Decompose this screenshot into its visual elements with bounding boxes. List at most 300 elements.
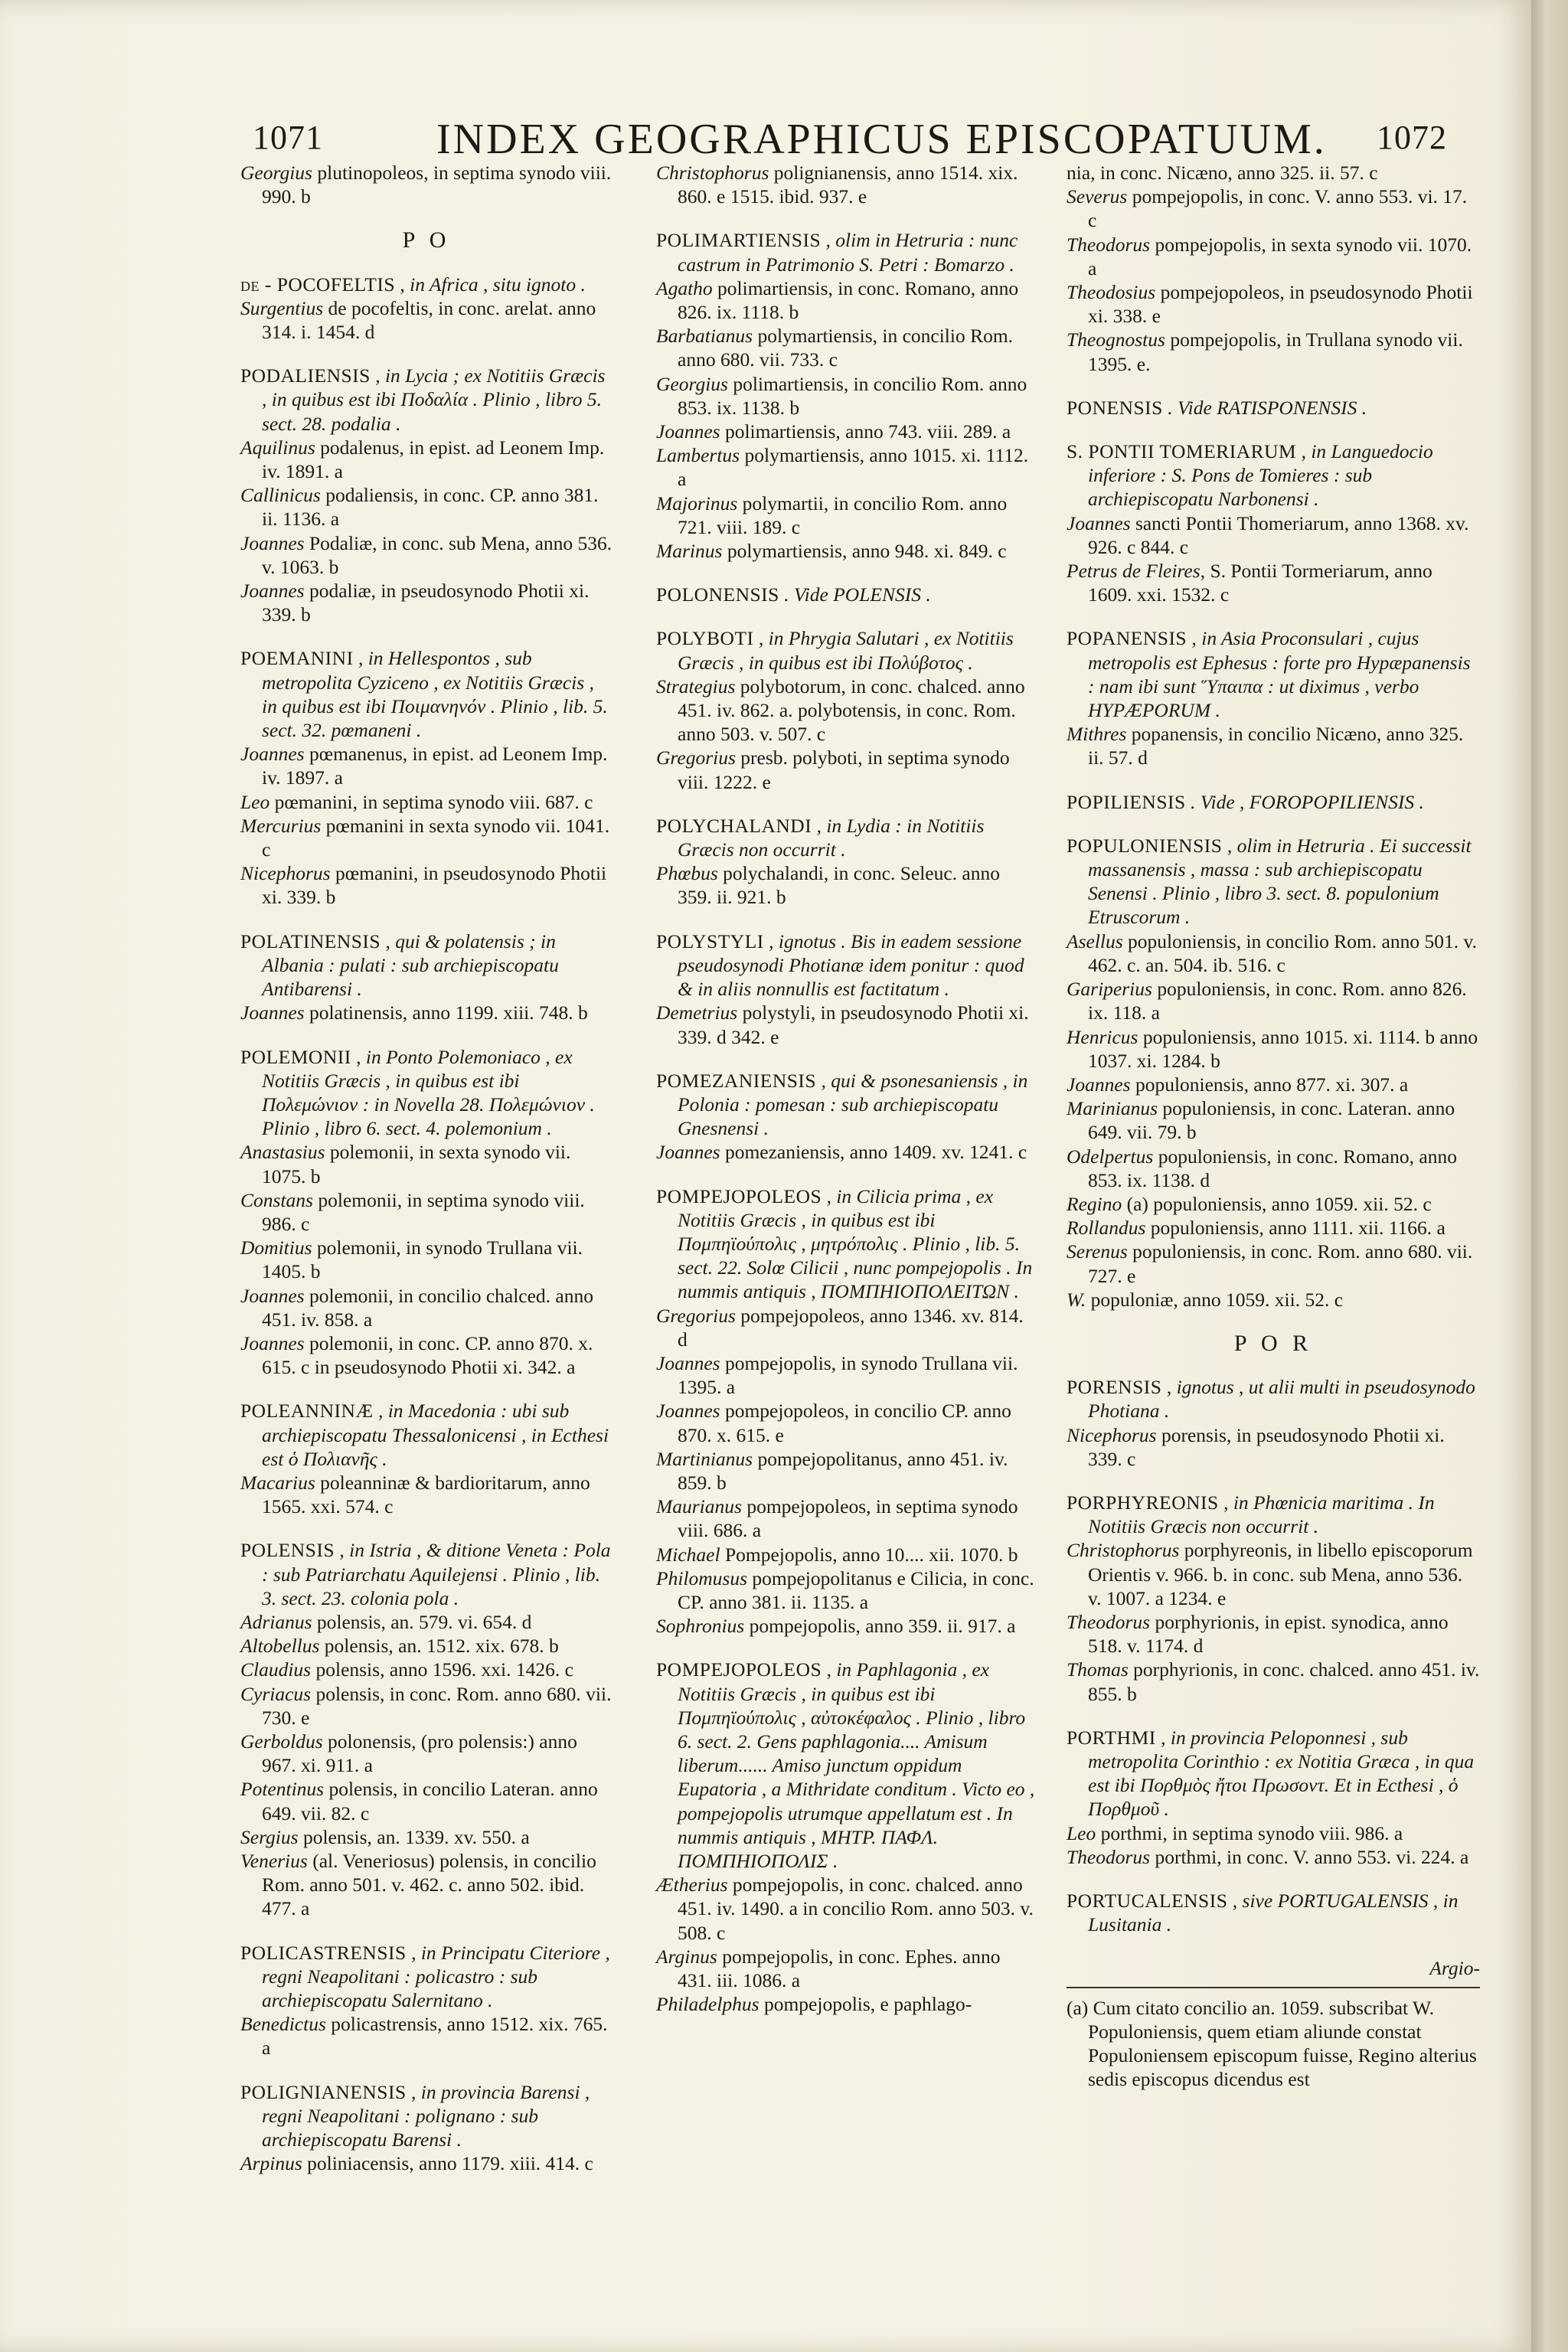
see-description: , in Cilicia prima , ex Notitiis Græcis , in quibus est ibi Πομπηϊούπολις , μητρόπολις . Plinio , lib. 5. sect. 22. Solœ Cilicii , nunc pompejopolis . In nummis antiquis , ΠΟΜΠΗΙΟΠΟΛΕΙΤΩΝ . <box>678 1184 1033 1303</box>
bishop-line <box>240 814 612 861</box>
bishop-name: Odelpertus <box>1067 1145 1154 1168</box>
continued-entry <box>1067 161 1480 376</box>
bishop-line <box>656 1001 1036 1048</box>
bishop-name: Joannes <box>240 1284 305 1307</box>
page-edge <box>1531 0 1568 2352</box>
bishop-line <box>1067 1073 1480 1096</box>
see-description: , in Phrygia Salutari , ex Notitiis Græcis , in quibus est ibi Πολύβοτος . <box>678 627 1014 674</box>
entry-heading-line <box>1067 790 1480 814</box>
bishop-name: Theodorus <box>1067 233 1151 256</box>
bishop-name: Theodorus <box>1067 1845 1151 1868</box>
index-entry <box>240 273 612 345</box>
bishop-line <box>240 1471 612 1518</box>
see-description: , in Hellespontos , sub metropolita Cyziceno , ex Notitiis Græcis , in quibus est ibi Ποιμανηνόν . Plinio , lib. 5. sect. 32. pœmaneni . <box>262 647 608 742</box>
see-name: POLIMARTIENSIS <box>656 229 822 252</box>
see-description: , in Principatu Citeriore , regni Neapolitani : policastro : sub archiepiscopatu Salernitano . <box>262 1941 610 2012</box>
see-name: POLYCHALANDI <box>656 814 812 837</box>
bishop-name: Joannes <box>656 1400 720 1423</box>
bishop-name: Gariperius <box>1067 978 1152 1001</box>
bishop-name: Adrianus <box>240 1610 312 1633</box>
citation-text: polymartiensis, anno 1015. xi. 1112. a <box>678 444 1029 491</box>
bishop-name: Macarius <box>240 1471 315 1494</box>
bishop-line <box>656 1992 1036 2016</box>
citation-text: polonensis, (pro polensis:) anno 967. xi. 911. a <box>262 1730 577 1777</box>
citation-text: porthmi, in septima synodo viii. 986. a <box>1096 1821 1403 1844</box>
bishop-line <box>240 1188 612 1236</box>
index-entry <box>1067 1889 1480 1936</box>
entry-heading-line <box>656 1658 1036 1873</box>
citation-text: polignianensis, anno 1514. xix. 860. e 1515. ibid. 937. e <box>678 162 1018 208</box>
citation-text: populoniensis, in conc. Rom. anno 680. vii. 727. e <box>1088 1240 1473 1287</box>
bishop-line <box>240 2012 612 2060</box>
bishop-name: Petrus de Fleires <box>1067 560 1200 583</box>
bishop-name: Joannes <box>240 743 305 766</box>
bishop-name: Anastasius <box>240 1141 325 1164</box>
citation-text: polymartiensis, in concilio Rom. anno 680. vii. 733. c <box>678 325 1014 371</box>
bishop-name: Claudius <box>240 1658 312 1681</box>
bishop-name: Joannes <box>656 420 720 443</box>
bishop-line <box>1067 1845 1480 1869</box>
bishop-name: Ætherius <box>656 1873 728 1896</box>
index-entry <box>1067 396 1480 420</box>
bishop-name: Gerboldus <box>240 1730 323 1753</box>
index-entry <box>1067 439 1480 606</box>
entry-heading-line <box>240 273 612 296</box>
see-name: POEMANINI <box>240 647 354 670</box>
index-entry <box>240 929 612 1025</box>
entry-heading-line <box>1067 396 1480 420</box>
section-heading: P O <box>402 227 451 253</box>
see-description: , olim in Hetruria . Ei successit massanensis , massa : sub archiepiscopatu Senensi . Plinio , libro 3. sect. 8. populonium Etruscorum . <box>1088 834 1472 929</box>
index-entry <box>240 1399 612 1518</box>
index-entry <box>240 2080 612 2176</box>
bishop-name: Regino <box>1067 1192 1122 1215</box>
citation-text: pompejopoleos, in septima synodo viii. 686. a <box>678 1495 1018 1542</box>
bishop-name: Mercurius <box>240 814 322 837</box>
bishop-line <box>1067 1025 1480 1073</box>
page-number-left: 1071 <box>253 119 323 156</box>
bishop-line <box>1067 1288 1480 1312</box>
citation-text: plutinopoleos, in septima synodo viii. 990. b <box>262 162 612 208</box>
see-description: , in provincia Barensi , regni Neapolitani : polignano : sub archiepiscopatu Barensi . <box>262 2080 590 2151</box>
bishop-name: Gregorius <box>656 1304 736 1327</box>
footnote <box>1067 1987 1480 2092</box>
bishop-line <box>1067 1423 1480 1471</box>
bishop-line <box>656 276 1036 324</box>
entry-heading-line <box>656 1069 1036 1141</box>
bishop-line <box>1067 511 1480 559</box>
see-name: de - POCOFELTIS <box>240 273 396 296</box>
bishop-line <box>240 1849 612 1921</box>
bishop-name: Lambertus <box>656 444 740 467</box>
see-name: PORPHYREONIS <box>1067 1491 1219 1514</box>
bishop-line <box>656 675 1036 746</box>
citation-text: populoniensis, anno 1015. xi. 1114. b anno 1037. xi. 1284. b <box>1088 1025 1478 1072</box>
see-name: POLEANNINÆ <box>240 1400 374 1423</box>
bishop-line <box>240 1284 612 1331</box>
continued-entry <box>656 161 1036 208</box>
see-name: PODALIENSIS <box>240 364 371 387</box>
citation-text: polensis, anno 1596. xxi. 1426. c <box>311 1658 573 1681</box>
see-description: , qui & psonesaniensis , in Polonia : pomesan : sub archiepiscopatu Gnesnensi . <box>678 1069 1028 1140</box>
bishop-name: Altobellus <box>240 1635 320 1658</box>
citation-text: pœmanini in sexta synodo vii. 1041. c <box>262 814 610 861</box>
bishop-line <box>1067 1145 1480 1192</box>
bishop-line <box>240 579 612 626</box>
citation-text: polemonii, in sexta synodo vii. 1075. b <box>262 1141 571 1187</box>
citation-text: poliniacensis, anno 1179. xiii. 414. c <box>302 2152 593 2175</box>
citation-text: polensis, an. 579. vi. 654. d <box>312 1610 532 1633</box>
bishop-line <box>240 1777 612 1824</box>
bishop-name: Serenus <box>1067 1240 1128 1263</box>
citation-text: pœmanini, in pseudosynodo Photii xi. 339. b <box>262 862 607 909</box>
citation-text: Pompejopolis, anno 10.... xii. 1070. b <box>720 1543 1018 1566</box>
entry-heading-line <box>240 646 612 742</box>
citation-text: polatinensis, anno 1199. xiii. 748. b <box>304 1001 588 1024</box>
index-entry <box>656 929 1036 1049</box>
bishop-line <box>240 483 612 531</box>
citation-text: populoniensis, in conc. Rom. anno 826. ix. 118. a <box>1088 978 1467 1024</box>
bishop-line <box>656 1447 1036 1494</box>
citation-text: porensis, in pseudosynodo Photii xi. 339. c <box>1088 1423 1445 1470</box>
bishop-name: Phœbus <box>656 862 718 885</box>
citation-text: de pocofeltis, in conc. arelat. anno 314. i. 1454. d <box>262 296 596 344</box>
citation-text: podaliensis, in conc. CP. anno 381. ii. 1136. a <box>262 484 599 531</box>
bishop-name: Henricus <box>1067 1025 1138 1048</box>
bishop-name: Joannes <box>656 1351 720 1374</box>
citation-text: polymartiensis, anno 948. xi. 849. c <box>722 540 1007 563</box>
bishop-line <box>656 420 1036 443</box>
see-name: POMPEJOPOLEOS <box>656 1658 822 1681</box>
entry-heading-line <box>1067 626 1480 722</box>
bishop-name: Georgius <box>656 372 728 395</box>
entry-heading-line <box>240 364 612 436</box>
bishop-line <box>1067 185 1480 232</box>
see-name: POLEMONII <box>240 1045 351 1068</box>
bishop-line <box>240 790 612 814</box>
see-description: , qui & polatensis ; in Albania : pulati : sub archiepiscopatu Antibarensi . <box>262 929 559 1001</box>
citation-text: sancti Pontii Thomeriarum, anno 1368. xv. 926. c 844. c <box>1088 511 1469 558</box>
bishop-name: W. <box>1067 1288 1086 1311</box>
see-description: , in Istria , & ditione Veneta : Pola : sub Patriarchatu Aquilejensi . Plinio , lib. 3. sect. 23. colonia pola . <box>262 1539 611 1609</box>
bishop-name: Agatho <box>656 276 713 299</box>
citation-text: presb. polyboti, in septima synodo viii. 1222. e <box>678 746 1010 793</box>
citation-text: , S. Pontii Tormeriarum, anno 1609. xxi. 1532. c <box>1088 560 1432 606</box>
bishop-line <box>656 492 1036 539</box>
bishop-name: Arpinus <box>240 2152 302 2175</box>
citation-text: polensis, an. 1339. xv. 550. a <box>298 1825 530 1848</box>
bishop-name: Georgius <box>240 162 312 184</box>
index-entry <box>656 228 1036 563</box>
citation-text: populoniæ, anno 1059. xii. 52. c <box>1086 1288 1344 1311</box>
bishop-line <box>1067 328 1480 375</box>
citation-text: Podaliæ, in conc. sub Mena, anno 536. v. 1063. b <box>262 531 612 578</box>
entry-heading-line <box>656 929 1036 1001</box>
bishop-name: Strategius <box>656 675 736 697</box>
bishop-line <box>240 1331 612 1379</box>
index-entry <box>656 1658 1036 2016</box>
entry-heading-line <box>1067 1375 1480 1423</box>
bishop-name: Leo <box>240 790 270 813</box>
citation-text: polychalandi, in conc. Seleuc. anno 359. ii. 921. b <box>678 862 1000 909</box>
see-name: POLENSIS <box>240 1539 335 1562</box>
citation-text: popanensis, in concilio Nicæno, anno 325. ii. 57. d <box>1088 723 1464 769</box>
bishop-name: Joannes <box>656 1141 720 1164</box>
bishop-line <box>656 746 1036 793</box>
bishop-line <box>656 1566 1036 1614</box>
bishop-line <box>240 1634 612 1658</box>
bishop-line <box>1067 1096 1480 1144</box>
section-heading: P O R <box>1233 1330 1313 1356</box>
bishop-line <box>240 1140 612 1187</box>
bishop-line <box>656 1399 1036 1446</box>
citation-text: polymartii, in concilio Rom. anno 721. viii. 189. c <box>678 492 1008 538</box>
bishop-line <box>240 161 612 208</box>
page-number-right: 1072 <box>1377 119 1447 156</box>
bishop-name: Callinicus <box>240 484 321 507</box>
bishop-name: Sergius <box>240 1825 299 1848</box>
see-name: POPANENSIS <box>1067 627 1187 650</box>
citation-text: pompejopoleos, anno 1346. xv. 814. d <box>678 1304 1024 1351</box>
see-name: POMEZANIENSIS <box>656 1069 817 1092</box>
running-title: INDEX GEOGRAPHICUS EPISCOPATUUM. <box>436 116 1327 163</box>
bishop-line <box>1067 1610 1480 1658</box>
entry-heading-line <box>656 626 1036 674</box>
bishop-name: Nicephorus <box>1067 1423 1157 1446</box>
bishop-line <box>656 372 1036 420</box>
entry-heading-line <box>1067 1491 1480 1538</box>
bishop-name: Joannes <box>240 1001 305 1024</box>
bishop-name: Theognostus <box>1067 328 1165 351</box>
bishop-name: Joannes <box>1067 1073 1131 1096</box>
bishop-line <box>656 443 1036 491</box>
citation-text: populoniensis, in conc. Lateran. anno 649. vii. 79. b <box>1088 1097 1455 1144</box>
see-description: , sive PORTUGALENSIS , in Lusitania . <box>1088 1890 1459 1936</box>
catchword: Argio- <box>1429 1957 1480 1980</box>
citation-text: pompejopolis, in sexta synodo vii. 1070. a <box>1088 233 1472 279</box>
bishop-name: Marinus <box>656 540 723 563</box>
bishop-name: Gregorius <box>656 746 736 769</box>
bishop-name: Joannes <box>240 1331 305 1354</box>
citation-text: (a) populoniensis, anno 1059. xii. 52. c <box>1122 1192 1432 1215</box>
see-description: , in Asia Proconsulari , cujus metropolis est Ephesus : forte pro Hypæpanensis : nam ibi sunt Ὕπαιπα : ut diximus , verbo HYPÆPORUM . <box>1088 627 1471 722</box>
bishop-line <box>1067 722 1480 769</box>
see-description: , in Languedocio inferiore : S. Pons de Tomieres : sub archiepiscopatu Narbonensi . <box>1088 440 1433 511</box>
see-description: , in Ponto Polemoniaco , ex Notitiis Græcis , in quibus est ibi Πολεμώνιον : in Novella 28. Πολεμώνιον . Plinio , libro 6. sect. 4. polemonium . <box>262 1045 595 1140</box>
footnote-text: (a) Cum citato concilio an. 1059. subscribat W. Populoniensis, quem etiam aliunde constat Populoniensem episcopum fuisse, Regino alterius sedis episcopus dicendus est <box>1067 1996 1477 2091</box>
see-description: , in Africa , situ ignoto . <box>395 273 586 296</box>
bishop-name: Arginus <box>656 1945 717 1968</box>
citation-text: pœmanini, in septima synodo viii. 687. c <box>270 790 593 813</box>
citation-text: porphyreonis, in libello episcoporum Orientis v. 966. b. in conc. sub Mena, anno 536. v. 1007. a 1234. e <box>1088 1539 1473 1609</box>
see-description: . Vide , FOROPOPILIENSIS . <box>1185 790 1424 813</box>
bishop-line <box>240 2151 612 2175</box>
see-name: S. PONTII TOMERIARUM <box>1067 440 1297 463</box>
column-2 <box>656 161 1036 2167</box>
bishop-name: Barbatianus <box>656 325 753 348</box>
bishop-line <box>240 531 612 579</box>
entry-heading-line <box>1067 1726 1480 1821</box>
bishop-line <box>1067 1240 1480 1287</box>
bishop-name: Joannes <box>240 580 305 603</box>
bishop-name: Domitius <box>240 1236 312 1259</box>
bishop-line <box>656 1351 1036 1399</box>
bishop-line <box>240 1825 612 1849</box>
citation-text: populoniensis, anno 877. xi. 307. a <box>1130 1073 1409 1096</box>
see-description: , in Macedonia : ubi sub archiepiscopatu Thessalonicensi , in Ecthesi est ὁ Πολιανῆς . <box>262 1400 609 1470</box>
bishop-line <box>656 1614 1036 1638</box>
bishop-line <box>1067 977 1480 1024</box>
citation-text: pompejopolitanus e Cilicia, in conc. CP. anno 381. ii. 1135. a <box>678 1566 1034 1613</box>
entry-heading-line <box>240 929 612 1001</box>
entry-heading-line <box>240 1045 612 1141</box>
see-name: POMPEJOPOLEOS <box>656 1184 822 1207</box>
citation-text: pompejopolis, in Trullana synodo vii. 1395. e. <box>1088 328 1463 375</box>
bishop-line <box>1067 161 1480 185</box>
bishop-name: Leo <box>1067 1821 1096 1844</box>
bishop-line <box>240 1730 612 1777</box>
index-entry <box>656 1184 1036 1638</box>
citation-text: porphyrionis, in conc. chalced. anno 451. iv. 855. b <box>1088 1658 1480 1705</box>
citation-text: poleanninæ & bardioritarum, anno 1565. xxi. 574. c <box>262 1471 590 1518</box>
bishop-name: Philomusus <box>656 1566 748 1589</box>
bishop-name: Potentinus <box>240 1778 325 1801</box>
citation-text: policastrensis, anno 1512. xix. 765. a <box>262 2013 608 2060</box>
entry-heading-line <box>656 814 1036 861</box>
citation-text: pomezaniensis, anno 1409. xv. 1241. c <box>720 1141 1027 1164</box>
index-entry <box>240 364 612 626</box>
bishop-name: Constans <box>240 1188 313 1211</box>
bishop-name: Christophorus <box>1067 1539 1180 1562</box>
bishop-line <box>240 1658 612 1681</box>
index-entry <box>656 583 1036 606</box>
citation-text: polemonii, in conc. CP. anno 870. x. 615. c in pseudosynodo Photii xi. 342. a <box>262 1331 593 1379</box>
bishop-name: Martinianus <box>656 1447 753 1470</box>
bishop-line <box>1067 559 1480 606</box>
citation-text: porthmi, in conc. V. anno 553. vi. 224. a <box>1150 1845 1469 1868</box>
citation-text: pompejopolitanus, anno 451. iv. 859. b <box>678 1447 1008 1494</box>
citation-text: polensis, in concilio Lateran. anno 649. vii. 82. c <box>262 1778 598 1824</box>
index-entry <box>240 646 612 909</box>
entry-heading-line <box>1067 439 1480 511</box>
bishop-line <box>656 1304 1036 1351</box>
see-description: , in Lydia : in Notitiis Græcis non occurrit . <box>678 814 985 861</box>
see-name: PONENSIS <box>1067 396 1163 419</box>
entry-heading-line <box>240 2080 612 2152</box>
citation-text: pompejopolis, e paphlago- <box>759 1993 972 2016</box>
bishop-name: Joannes <box>1067 511 1131 534</box>
continued-entry <box>240 161 612 208</box>
bishop-line <box>656 324 1036 371</box>
bishop-name: Sophronius <box>656 1615 745 1638</box>
citation-text: nia, in conc. Nicæno, anno 325. ii. 57. c <box>1067 162 1378 184</box>
citation-text: polemonii, in septima synodo viii. 986. c <box>262 1188 585 1235</box>
see-description: , ignotus , ut alii multi in pseudosynodo Photiana . <box>1088 1376 1475 1423</box>
see-description: . Vide POLENSIS . <box>779 583 931 606</box>
bishop-line <box>240 1610 612 1634</box>
citation-text: pompejopolis, in synodo Trullana vii. 1395. a <box>678 1351 1018 1399</box>
bishop-line <box>1067 1658 1480 1705</box>
bishop-line <box>1067 1216 1480 1240</box>
see-description: , in Paphlagonia , ex Notitiis Græcis , in quibus est ibi Πομπηϊούπολις , αὐτοκέφαλος . Plinio , libro 6. sect. 2. Gens paphlagonia.... Amisum liberum...... Amiso junctum oppidum Eupatoria , a Mithridate conditum . Victo eo , pompejopolis utrumque appellatum est . In nummis antiquis , ΜΗΤΡ. ΠΑΦΛ. ΠΟΜΠΗΙΟΠΟΛΙΣ . <box>678 1658 1035 1872</box>
index-entry <box>1067 1726 1480 1869</box>
citation-text: pompejopoleos, in concilio CP. anno 870. x. 615. e <box>678 1400 1011 1446</box>
index-entry <box>240 1538 612 1920</box>
citation-text: (al. Veneriosus) polensis, in concilio Rom. anno 501. v. 462. c. anno 502. ibid. 477. a <box>262 1850 596 1920</box>
citation-text: pœmanenus, in epist. ad Leonem Imp. iv. 1897. a <box>262 743 608 789</box>
bishop-line <box>240 1001 612 1024</box>
bishop-name: Maurianus <box>656 1495 742 1518</box>
bishop-name: Majorinus <box>656 492 738 514</box>
bishop-name: Surgentius <box>240 296 324 319</box>
bishop-name: Nicephorus <box>240 862 331 885</box>
bishop-name: Marinianus <box>1067 1097 1158 1120</box>
citation-text: populoniensis, anno 1111. xii. 1166. a <box>1145 1217 1446 1240</box>
see-name: POLONENSIS <box>656 583 779 606</box>
citation-text: polimartiensis, anno 743. viii. 289. a <box>720 420 1011 443</box>
see-description: , in Phœnicia maritima . In Notitiis Græcis non occurrit . <box>1088 1491 1435 1538</box>
footnote-rule <box>1067 1987 1480 1988</box>
citation-text: pompejopolis, in conc. V. anno 553. vi. 17. c <box>1088 185 1468 232</box>
bishop-name: Demetrius <box>656 1001 738 1024</box>
citation-text: polybotorum, in conc. chalced. anno 451. iv. 862. a. polybotensis, in conc. Rom. anno 503. v. 507. c <box>678 675 1025 746</box>
citation-text: pompejopolis, in conc. chalced. anno 451. iv. 1490. a in concilio Rom. anno 503. v. 508. c <box>678 1873 1034 1944</box>
bishop-name: Benedictus <box>240 2013 326 2036</box>
bishop-name: Mithres <box>1067 723 1127 746</box>
see-name: PORENSIS <box>1067 1376 1162 1399</box>
bishop-line <box>1067 1192 1480 1216</box>
bishop-line <box>240 861 612 909</box>
citation-text: polystyli, in pseudosynodo Photii xi. 339. d 342. e <box>678 1001 1029 1048</box>
bishop-line <box>240 1682 612 1730</box>
see-name: POLICASTRENSIS <box>240 1941 407 1964</box>
index-entry <box>656 1069 1036 1165</box>
index-entry <box>1067 1375 1480 1471</box>
citation-text: populoniensis, in conc. Romano, anno 853. ix. 1138. d <box>1088 1145 1457 1191</box>
index-entry <box>1067 790 1480 814</box>
index-entry <box>656 814 1036 910</box>
bishop-line <box>656 539 1036 563</box>
index-entry <box>1067 834 1480 1312</box>
entry-heading-line <box>240 1538 612 1610</box>
bishop-name: Christophorus <box>656 162 769 184</box>
see-name: POLIGNIANENSIS <box>240 2080 407 2103</box>
bishop-line <box>656 161 1036 208</box>
index-entry <box>240 1941 612 2060</box>
see-name: POPULONIENSIS <box>1067 834 1223 857</box>
bishop-line <box>240 1236 612 1283</box>
citation-text: porphyrionis, in epist. synodica, anno 518. v. 1174. d <box>1088 1610 1449 1658</box>
see-name: POLYBOTI <box>656 627 754 650</box>
bishop-name: Cyriacus <box>240 1682 312 1705</box>
see-name: POLATINENSIS <box>240 929 381 952</box>
citation-text: polemonii, in concilio chalced. anno 451. iv. 858. a <box>262 1284 593 1331</box>
citation-text: pompejopolis, anno 359. ii. 917. a <box>744 1615 1016 1638</box>
bishop-line <box>1067 929 1480 977</box>
citation-text: pompejopolis, in conc. Ephes. anno 431. iii. 1086. a <box>678 1945 1001 1992</box>
see-description: , olim in Hetruria : nunc castrum in Patrimonio S. Petri : Bomarzo . <box>678 229 1018 276</box>
bishop-name: Michael <box>656 1543 720 1566</box>
see-name: PORTUCALENSIS <box>1067 1890 1228 1912</box>
index-entry <box>240 1045 612 1380</box>
bishop-line <box>656 1945 1036 1992</box>
entry-heading-line <box>240 1941 612 2013</box>
bishop-line <box>1067 1821 1480 1845</box>
bishop-line <box>656 1494 1036 1542</box>
bishop-name: Theodosius <box>1067 281 1156 304</box>
bishop-name: Asellus <box>1067 929 1123 952</box>
bishop-name: Rollandus <box>1067 1217 1146 1240</box>
